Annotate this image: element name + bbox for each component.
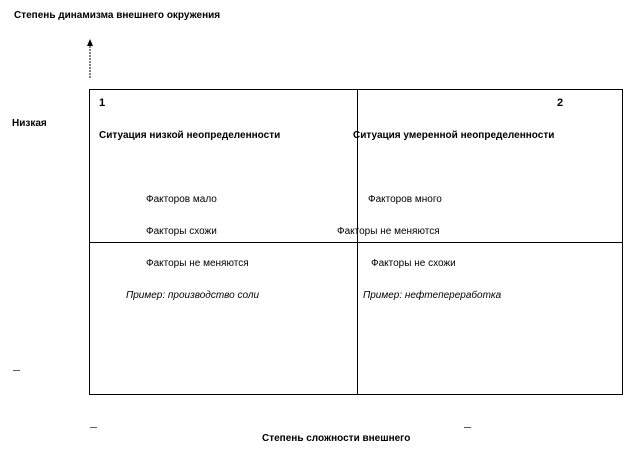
quadrant-1-number: 1 [99,97,106,109]
quadrant-2-title: Ситуация умеренной неопределенности [353,130,555,141]
horizontal-divider [89,242,623,243]
quadrant-1-factor-3: Факторы не меняются [146,258,249,269]
y-axis-arrow [84,38,96,80]
left-tick-mark [13,370,20,371]
quadrant-1-factor-1: Факторов мало [146,194,217,205]
quadrant-1-factor-2: Факторы схожи [146,226,217,237]
y-axis-label: Степень динамизма внешнего окружения [14,10,221,21]
quadrant-1-example: Пример: производство соли [126,290,260,301]
x-axis-label: Степень сложности внешнего [262,433,411,444]
quadrant-2-factor-3: Факторы не схожи [371,258,456,269]
quadrant-1-title: Ситуация низкой неопределенности [99,130,281,141]
quadrant-2-factor-1: Факторов много [368,194,442,205]
bottom-left-tick-mark [90,427,97,428]
quadrant-2-factor-2: Факторы не меняются [337,226,440,237]
low-label: Низкая [12,118,47,129]
quadrant-2-number: 2 [557,97,564,109]
bottom-right-tick-mark [464,427,471,428]
quadrant-2-example: Пример: нефтепереработка [363,290,502,301]
